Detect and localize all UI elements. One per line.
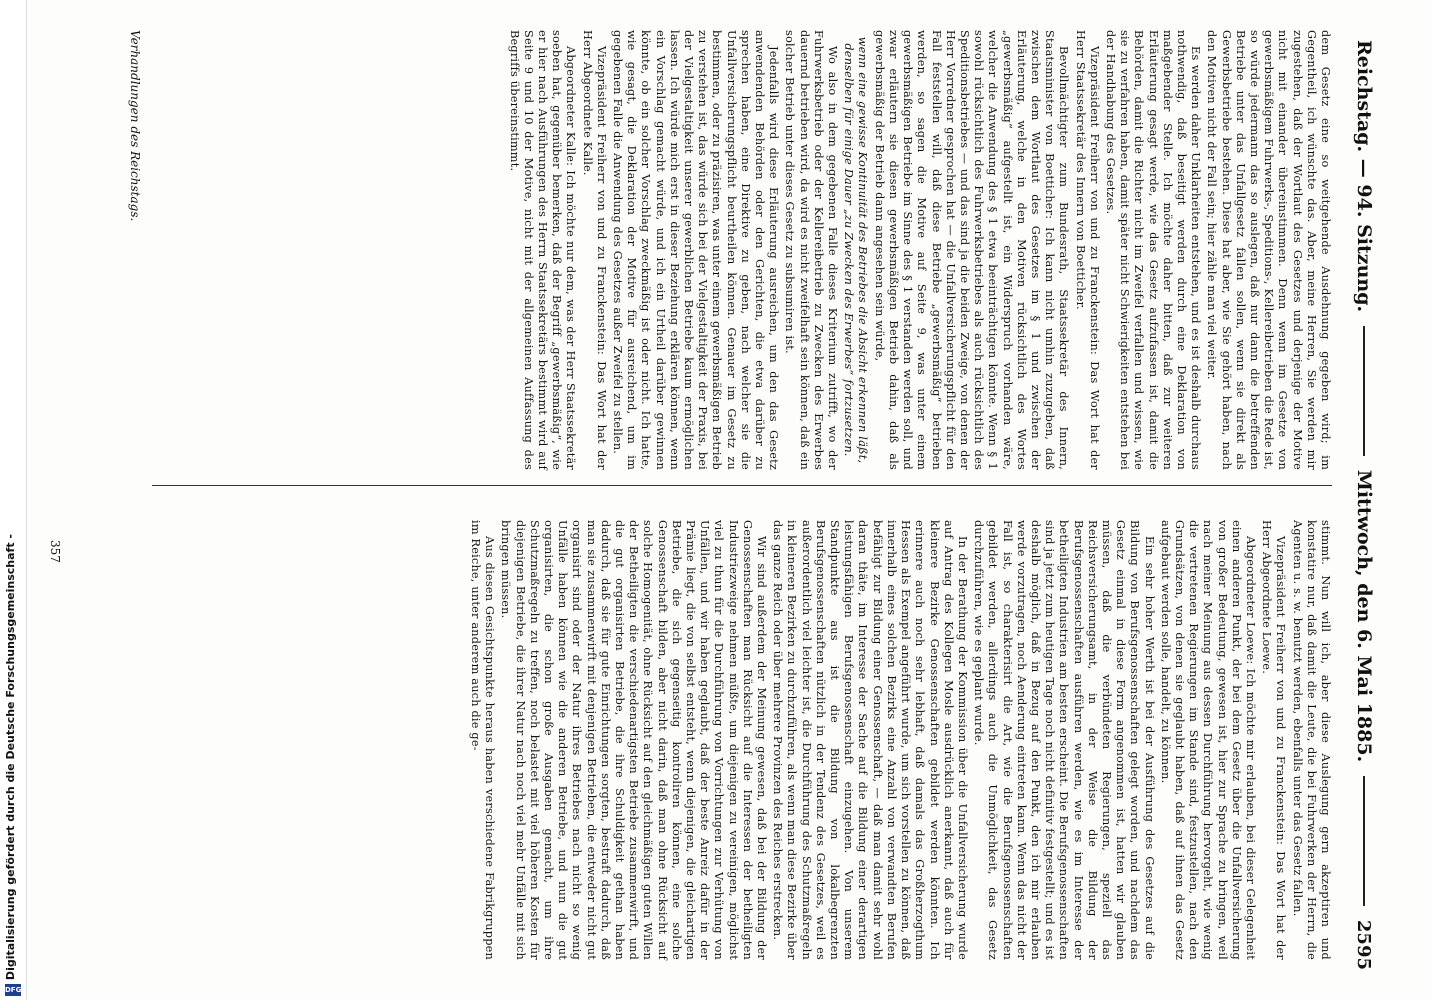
column-divider: [152, 485, 1332, 486]
right-paragraph: In der Berathung der Kommission über die Unfallversicherung wurde auf Antrag des Kollegen Mosle ausdrücklich anerkannt, daß auch für kleinere Bezirke Genossenschaften gebildet werden könnten. Ich erinnere auch noch sehr lebhaft, daß damals das Großherzogthum Hessen als Exempel angeführt wurde, um sich vorstellen zu können, daß innerhalb eines solchen Bezirks eine Anzahl von verwandten Berufen befähigt zur Bildung einer Genossenschaft, — daß man damit sehr wohl daran thäte, im Interesse der Sache auf die Bildung einer derartigen leistungsfähigen Berufsgenossenschaft einzugehen. Von unserem Standpunkte aus ist die Bildung von lokalbegrenzten Berufsgenossenschaften nützlich in der Tendenz des Gesetzes, weil es außerordentlich viel leichter ist, die Durchführung des Schutzmaßregeln in kleineren Bezirken zu durchzuführen, als wenn man diese Bezirke über das ganze Reich oder über mehrere Provinzen des Reiches erstrecken.: [771, 520, 969, 960]
header-right: Mittwoch, den 6. Mai 1885.: [1353, 469, 1375, 763]
right-column: [466, 520, 1332, 960]
left-paragraph: Bevollmächtigter zum Bundesrath, Staatssekretär des Innern, Staatsminister von Boetticher: Ich kann nicht umhin zuzugeben, daß zwischen dem Wortlaut des Gesetzes im § 1 und zwischen der Erläuterung, welche in den Motiven rücksichtlich des Wortes „gewerbsmäßig“ aufgestellt ist, ein Widerspruch vorhanden wäre, welcher die Anwendung des § 1 etwa beeinträchtigen könnte. Wenn § 1 sowohl rücksichtlich des Fuhrwerksbetriebes als auch rücksichtlich des Speditionsbetriebes — und das sind ja die beiden Zweige, von denen der Herr Vorredner gesprochen hat — die Unfallversicherungspflicht für den Fall feststellen will, daß diese Betriebe „gewerbsmäßig“ betrieben werden, so sagen die Motive auf Seite 9, was unter einem gewerbsmäßigen Betriebe im Sinne des § 1 verstanden werden soll, und zwar erläutern sie diesen gewerbsmäßigen Betrieb dahin, daß als gewerbsmäßig der Betrieb dann angesehen sein würde,: [872, 30, 1071, 470]
left-paragraph: Jedenfalls wird diese Erläuterung ausreichen, um den das Gesetz anwendenden Behörden oder den Gerichten, die etwa darüber zu sprechen haben, eine Direktive zu geben, nach welcher sie die Unfallversicherungspflicht beurtheilen können. Genauer im Gesetz zu bestimmen, oder zu präzisiren, was unter einem gewerbsmäßigen Betrieb zu verstehen ist, das würde sich bei der Vielgestaltigkeit der Praxis, bei der Vielgestaltigkeit unserer gewerblichen Betriebe kaum ermöglichen lassen. Ich würde mich erst in dieser Beziehung erklären können, wenn ein Vorschlag gemacht würde, und ich ein Urtheil darüber gewinnen könnte, ob ein solcher Vorschlag zweckmäßig ist oder nicht. Ich hatte, wie gesagt, die Deklaration der Motive für ausreichend, um im gegebenen Falle die Anwendung des Gesetzes außer Zweifel zu stellen.: [611, 30, 781, 470]
left-paragraph: Wo also in dem gegebenen Falle dieses Kriterium zutrifft, wo der Fuhrwerksbetrieb oder der Kellereibetrieb zu Zwecken des Erwerbes dauernd betrieben wird, da wird es nicht zweifelhaft sein können, daß ein solcher Betrieb unter dieses Gesetz zu subsumiren ist.: [783, 30, 840, 470]
right-paragraph: Abgeordneter Loewe: Ich möchte mir erlauben, bei dieser Gelegenheit einen anderen Punkt, der bei dem Gesetz über die Unfallversicherung von großer Bedeutung, gewesen ist, hier zur Sprache zu bringen, weil nach meiner Meinung aus dessen Durchführung hervorgeht, wie wenig die vertretenen Regierungen im Stande sind, festzustellen, nach den Grundsätzen, von denen sie geglaubt haben, daß auf ihnen das Gesetz aufgebaut werden solle, handelt, zu können.: [1158, 520, 1257, 960]
right-paragraph: Vizepräsident Freiherr von und zu Franckenstein: Das Wort hat der Herr Abgeordnete Loewe.: [1260, 520, 1288, 960]
footnote: Verhandlungen des Reichstags.: [128, 30, 142, 222]
left-paragraph: dem Gesetz eine so weitgehende Ausdehnung gegeben wird; im Gegentheil, ich wünschte das. Aber, meine Herren, Sie werden mir zugestehen, daß der Wortlaut des Gesetzes und derjenige der Motive nicht mit einander übereinstimmen. Denn wenn im Gesetze von gewerbsmäßigem Fuhrwerks-, Speditions-, Kellereibetrieben die Rede ist, so würde jedermann das so auslegen, daß nur dann die betreffenden Betriebe unter das Unfallgesetz fallen sollen, wenn sie direkt als Gewerbsbetriebe bestehen. Diese hat aber, wie Sie gehört haben, nach den Motiven nicht der Fall sein; hier zähle man viel weiter.: [1205, 30, 1332, 470]
left-paragraph: Vizepräsident Freiherr von und zu Franckenstein: Das Wort hat der Herr Staatssekretär des Innern von Boetticher.: [1073, 30, 1101, 470]
header-rule: [1363, 326, 1365, 456]
right-paragraph: stimmt. Nun will ich, aber diese Auslegung gern akzeptiren und konstatire nur, daß damit die Leute, die bei Fuhrwerken der Herrn, die Agenten u. s. w. benutzt werden, ebenfalls unter das Gesetz fallen.: [1290, 520, 1332, 960]
left-column: [504, 30, 1332, 470]
dfg-logo: DFG: [5, 986, 22, 994]
left-paragraph: Vizepräsident Freiherr von und zu Franckenstein: Das Wort hat der Herr Abgeordnete Kalle.: [580, 30, 608, 470]
header-left: Reichstag. — 94. Sitzung.: [1353, 40, 1375, 313]
left-paragraph: Es werden daher Unklarheiten entstehen, und es ist deshalb durchaus nothwendig, daß beseitigt werden durch eine Deklaration von maßgebender Stelle. Ich möchte daher bitten, daß zur weiteren Erläuterung gesagt werde, wie das Gesetz aufzufassen ist, damit die Behörden, damit die Richter nicht im Zweifel verfallen und wissen, wie sie zu verfahren haben, damit später nicht Schwierigkeiten entstehen bei der Handhabung des Gesetzes.: [1103, 30, 1203, 470]
page-footer-number: 357: [48, 540, 62, 563]
header-rule-2: [1363, 776, 1365, 906]
right-paragraph: Aus diesen Gesichtspunkte heraus haben verschiedene Fabrikgruppen im Reiche, unter anderem auch die ge-: [469, 520, 497, 960]
page-number: 2595: [1353, 919, 1375, 970]
right-paragraph: Wir sind außerdem der Meinung gewesen, daß bei der Bildung der Genossenschaften man Rücksicht auf die Interessen der betheiligten Industriezweige nehmen müßte, um diejenigen zu vereinigen, möglichst viel zu thun für die Durchführung von Vorrichtungen zur Verhütung von Unfällen, und wir haben geglaubt, daß der beste Anreiz dafür in der Prämie liegt, die von selbst entsteht, wenn diejenigen, die gleichartigen Betriebe, die sich gegenseitig kontroliren können, eine solche Genossenschaft bilden, aber nicht darin, daß man ohne Rücksicht auf solche Homogenität, ohne Rücksicht auf den gleichmäßigen guten Willen der Betheiligten die verschiedenartigsten Betriebe zusammenwirft, und die gut organisirten Betriebe, die ihre Schuldigkeit gethan haben dadurch, daß sie für gute Einrichtungen sorgten, bestraft dadurch, daß man sie zusammenwirft mit denjenigen Betrieben, die entweder nicht gut organisirt sind oder der Natur ihres Betriebes nach nicht so wenig Unfälle haben können wie die anderen Betriebe, und nun die gut organisirten, die schon große Ausgaben gemacht, um ihre Schutzmaßregeln zu treffen, noch belastet mit viel höheren Kosten für diejenigen Betriebe, die ihrer Natur nach noch viel mehr Unfälle mit sich bringen müssen.: [499, 520, 769, 960]
page-header: [1346, 40, 1382, 970]
left-paragraph: Abgeordneter Kalle: Ich möchte nur dem, was der Herr Staatssekretär soeben hat, gegenüber bemerken, daß der Begriff „gewerbsmäßig“, wie er hier nach Ausführungen des Herrn Staatssekretärs bestimmt wird auf Seite 9 und 10 der Motive, nicht mit der allgemeinen Auffassung des Begriffs übereinstimmt.: [507, 30, 578, 470]
left-quote: wenn eine gewisse Kontinuität des Betriebes die Absicht erkennen läßt, denselben für einige Dauer „zu Zwecken des Erwerbes“ fortzusetzen.: [842, 36, 870, 464]
digitization-credit: Digitalisierung gefördert durch die Deutsche Forschungsgemeinschaft -: [4, 533, 17, 980]
right-paragraph: Ein sehr hoher Werth ist bei der Ausführung des Gesetzes auf die Bildung von Berufsgenossenschaften gelegt worden, und nachdem das Gesetz einmal in diese Form angenommen ist, hatten wir glauben müssen, daß die verbündeten Regierungen, speziell das Reichsversicherungsamt, in der Weise die Bildung der Berufsgenossenschaften ausführen werden, wie es im Interesse der betheiligten Industrien am besten erscheint. Die Berufsgenossenschaften sind ja jetzt zum heutigen Tage noch nicht definitiv festgestellt; und es ist deshalb möglich, daß in Bezug auf den Punkt, den ich mir erlauben werde vorzutragen, noch Aenderung eintreten kann. Wenn das nicht der Fall ist, so charakterisirt die Art, wie die Berufsgenossenschaften gebildet werden, allerdings auch die Unmöglichkeit, das Gesetz durchzuführen, wie es geplant wurde.: [972, 520, 1156, 960]
